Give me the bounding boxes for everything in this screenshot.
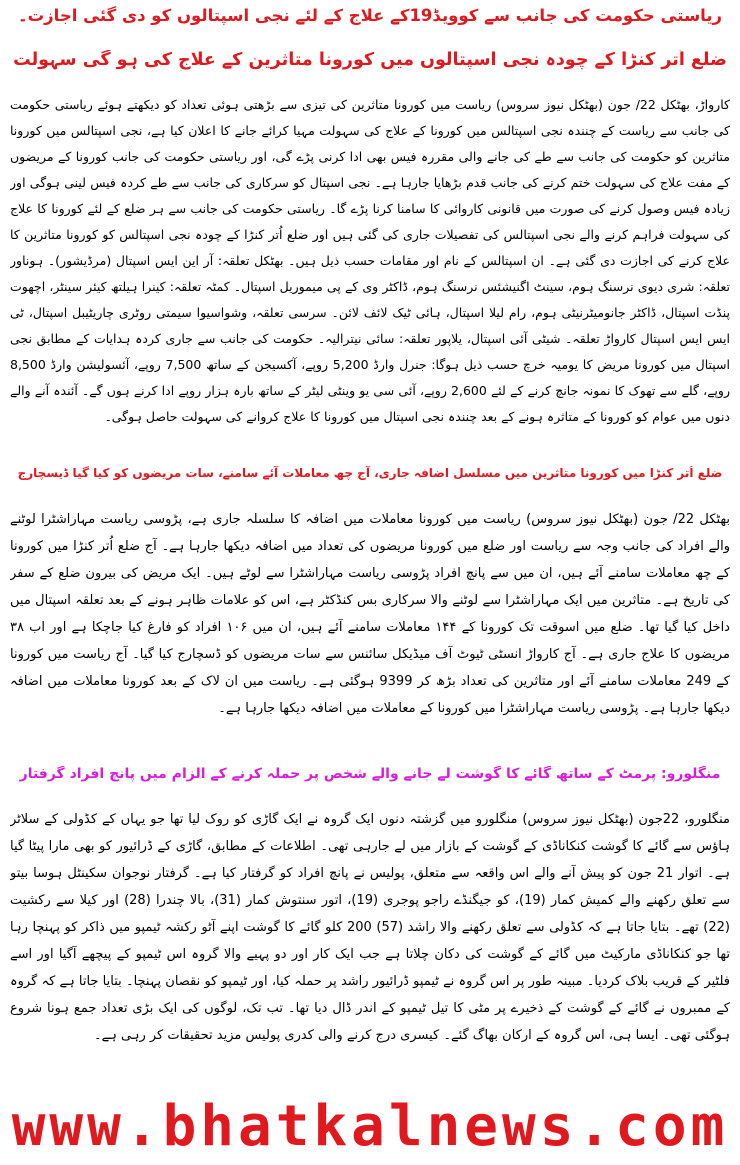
footer-website-url: www.bhatkalnews.com: [11, 1094, 729, 1159]
article1-headline: ریاستی حکومت کی جانب سے کوویڈ19کے علاج کے لئے نجی اسپتالوں کو دی گئی اجازت۔: [17, 6, 723, 25]
article1-subheadline: ضلع اُتر کنڑا کے چودہ نجی اسپتالوں میں کورونا متاثرین کے علاج کی ہو گی سہولت: [13, 50, 727, 70]
article1-body: کارواڑ، بھٹکل 22/ جون (بھٹکل نیوز سروس) ریاست میں کورونا متاثرین کی تیزی سے بڑھتی ہوئی تعداد کو دیکھتے ہوئے ریاستی حکومت کی جانب سے ریاست کے چنندہ نجی اسپتالس میں کورونا کے علاج کی سہولت مہیا کرائے جانے کا اعلان کیا ہے، نجی اسپتالس میں کورونا متاثرین کو حکومت کی جانب سے طے کی جانے والی مقررہ فیس بھی ادا کرنی پڑے گی، اور ریاستی حکومت کی جانب کورونا کے مریضوں کے مفت علاج کی سہولت ختم کرنے کی جانب قدم بڑھایا جارہا ہے۔ نجی اسپتال کو سرکاری کی جانب سے طے کردہ فیس لینی ہوگی اور زیادہ فیس وصول کرنے کی صورت میں قانونی کاروائی کا سامنا کرنا پڑے گا۔ ریاستی حکومت کی جانب سے ہر ضلع کے لئے کورونا کا علاج کی سہولت فراہم کرنے والے نجی اسپتالس کی تفصیلات جاری کی گئی ہیں اور ضلع اُتر کنڑا کے چودہ نجی اسپتالس کو کورونا متاثرین کا علاج کرنے کی اجازت دی گئی ہے۔ ان اسپتالس کے نام اور مقامات حسب ذیل ہیں۔ بھٹکل تعلقہ: آر این ایس اسپتال (مرڈیشور)۔ ہوناور تعلقہ: شری دیوی نرسنگ ہوم، سینٹ اگنیشئس نرسنگ ہوم، ڈاکٹر وی کے پی میموریل اسپتال۔ کمٹہ تعلقہ: کینرا ہیلتھ کیئر سینٹر، اچھوت پنڈت اسپتال، ڈاکٹر جانومیٹرنیٹی ہوم، رام لیلا اسپتال، ہائی ٹیک لائف لائن۔ سرسی تعلقہ، وشواسیوا سیمتی روٹری چاریٹیبل اسپتال، ٹی ایس ایس اسپتال کارواڑ تعلقہ۔ شیٹی آئی اسپتال، یلاپور تعلقہ: سائی نیترالیہ۔ حکومت کی جانب سے جاری کردہ ہدایات کے مطابق نجی اسپتال میں کورونا مریض کا یومیہ خرچ حسب ذیل ہوگا: جنرل وارڈ 5,200 روپے، آکسیجن کے ساتھ 7,500 روپے، آئسولیشن وارڈ 8,500 روپے، گلے سے تھوک کا نمونہ جانچ کرنے کے لئے 2,600 روپے، آئی سی یو وینٹی لیٹر کے ساتھ بارہ ہزار روپے ادا کرنے ہوں گے۔ آئندہ آنے والے دنوں میں عوام کو کورونا کے متاثرہ ہونے کے بعد چنندہ نجی اسپتال میں کورونا کا علاج کروانے کی سہولت حاصل ہوگی۔: [10, 97, 730, 424]
article3-body: منگلورو، 22جون (بھٹکل نیوز سروس) منگلورو میں گزشتہ دنوں ایک گروہ نے ایک گاڑی کو روک لیا تھا جو یہاں کے کڈولی کے سلاٹر ہاؤس سے گائے کا گوشت کنکاناڈی کے گوشت کے بازار میں لے جارہی تھی۔ اطلاعات کے مطابق، گاڑی کے ڈرائیور کو بھی مارا پیٹا گیا ہے۔ اتوار 21 جون کو پیش آنے والے اس واقعہ سے متعلق، پولیس نے پانچ افراد کو گرفتار کیا ہے۔ گرفتار نوجوان سکینٹل ہوسا بیتو سے تعلق رکھنے والے کمیش کمار (19)، کو جیگنڈے راجو پوجری (19)، اتور سنتوش کمار (31)، بالا چندرا (28) اور کیلا سے رکشیت (22) تھے۔ بتایا جاتا ہے کہ کڈولی سے تعلق رکھنے والا راشد (57) 200 کلو گائے کا گوشت اپنے آٹو رکشہ ٹیمپو میں ذاکر کو پہنچا رہا تھا جو کنکاناڈی مارکیٹ میں گائے کے گوشت کی دکان چلاتا ہے جب ایک کار اور دو پہیے والا گروہ اس ٹیمپو کے پیچھے آگیا اور اسے فلٹیر کے قریب بلاک کردیا۔ مبینہ طور پر اس گروہ نے ٹیمپو ڈرائیور راشد پر حملہ کیا، اور ٹیمپو کو نقصان پہنچا۔ بتایا جاتا ہے کہ گروہ کے ممبروں نے گائے کے گوشت کے ذخیرے پر مٹی کا تیل ٹیمپو کے اندر ڈال دیا تھا۔ تب تک، لوگوں کی ایک بڑی تعداد جمع ہونا شروع ہوگئی تھی۔ ایسا ہی، اس گروہ کے ارکان بھاگ گئے۔ کیسری درج کرنے والی کدری پولیس مزید تحقیقات کر رہی ہے۔: [10, 812, 730, 1043]
article2-body: بھٹکل 22/ جون (بھٹکل نیوز سروس) ریاست میں کورونا معاملات میں اضافہ کا سلسلہ جاری ہے، پڑوسی ریاست مہاراشٹرا لوٹنے والے افراد کی جانب وجہ سے ریاست اور ضلع میں کورونا مریضوں کی تعداد میں اضافہ دیکھا جارہا ہے۔ آج ضلع اُتر کنڑا میں کورونا کے چھ معاملات سامنے آئے ہیں، ان میں سے پانچ افراد پڑوسی ریاست مہاراشٹرا سے لوٹے ہیں۔ ایک مریض کی بیرون ضلع کے سفر کی تاریخ ہے۔ متاثرین میں ایک مہاراشٹرا سے لوٹنے والا سرکاری بس کنڈکٹر ہے، اس کو علامات ظاہر ہونے کے بعد تعلقہ اسپتال میں داخل کیا گیا تھا۔ ضلع میں اسوقت تک کورونا کے ۱۴۴ معاملات سامنے آئے ہیں، ان میں ۱۰۶ افراد کو فارغ کیا جاچکا ہے اور اب ۳۸ مریضوں کا علاج جاری ہے۔ آج کارواڑ انسٹی ٹیوٹ آف میڈیکل سائنس سے سات مریضوں کو ڈسچارج کیا گیا۔ آج ریاست میں کورونا کے 249 معاملات سامنے آئے اور متاثرین کی تعداد بڑھ کر 9399 ہوگئی ہے۔ ریاست میں ان لاک کے بعد کورونا معاملات میں اضافہ دیکھا جارہا ہے۔ پڑوسی ریاست مہاراشٹرا میں کورونا کے معاملات میں اضافہ دیکھا جارہا ہے۔: [10, 512, 730, 716]
article2-headline: ضلع اُتر کنڑا میں کورونا متاثرین میں مسلسل اضافہ جاری، آج چھ معاملات آئے سامنے، سات مریضوں کو کیا گیا ڈیسچارج: [17, 466, 723, 480]
article3-headline: منگلورو: پرمٹ کے ساتھ گائے کا گوشت لے جانے والے شخص پر حملہ کرنے کے الزام میں پانچ افراد گرفتار: [19, 766, 721, 782]
